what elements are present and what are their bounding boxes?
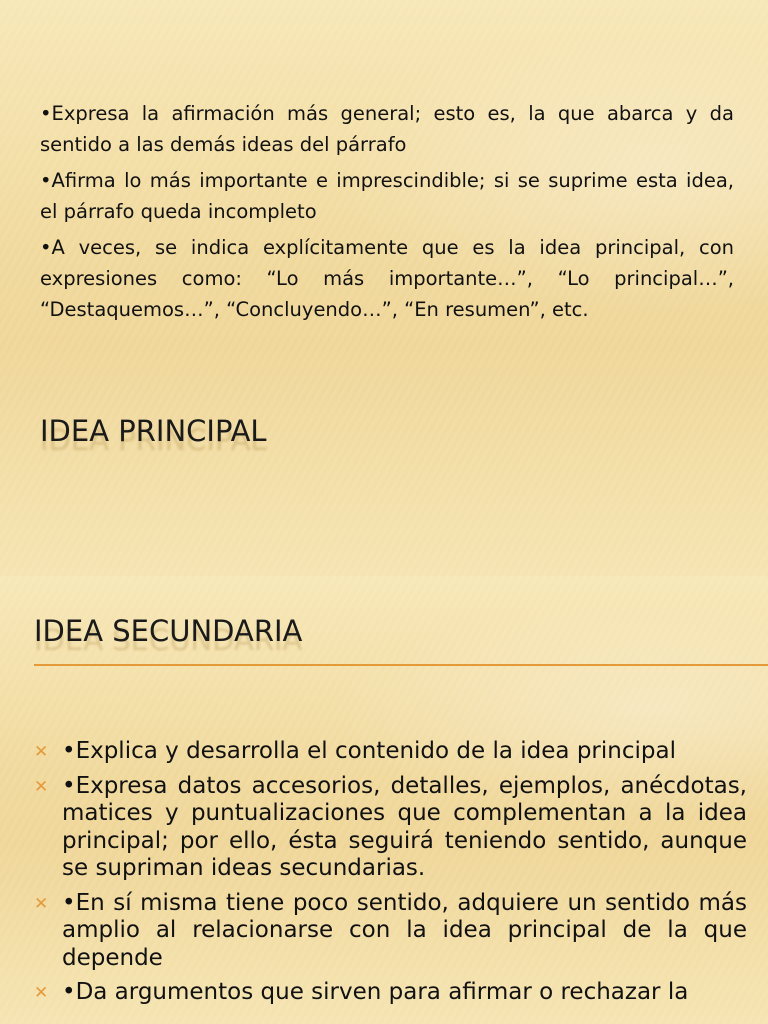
- x-mark-icon: ✕: [34, 893, 49, 914]
- list-item: [34, 890, 747, 973]
- slide-title: IDEA SECUNDARIA: [34, 614, 303, 648]
- slide-idea-secundaria: [0, 576, 768, 1024]
- paragraph: •A veces, se indica explícitamente que es la idea principal, con expresiones como: “Lo más importante…”, “Lo principal…”, “Destaquemos…”, “Concluyendo…”, “En resumen”, etc.: [40, 236, 734, 321]
- list-item-text: •En sí misma tiene poco sentido, adquiere un sentido más amplio al relacionarse con la idea principal de la que depende: [62, 889, 747, 971]
- bullet-list: [34, 738, 747, 1014]
- slide-title: IDEA PRINCIPAL: [40, 414, 267, 448]
- list-item: [34, 979, 747, 1007]
- list-item: [34, 773, 747, 883]
- title-divider: [34, 664, 768, 666]
- x-mark-icon: ✕: [34, 776, 49, 797]
- x-mark-icon: ✕: [34, 742, 49, 762]
- list-item-text: •Da argumentos que sirven para afirmar o rechazar la: [62, 979, 689, 1005]
- paragraph: •Expresa la afirmación más general; esto es, la que abarca y da sentido a las demás ideas del párrafo: [40, 102, 734, 156]
- paragraph: •Afirma lo más importante e imprescindible; si se suprime esta idea, el párrafo queda incompleto: [40, 169, 734, 223]
- list-item-text: •Expresa datos accesorios, detalles, ejemplos, anécdotas, matices y puntualizaciones que complementan a la idea principal; por ello, ésta seguirá teniendo sentido, aunque se supriman ideas secundarias.: [62, 772, 747, 881]
- x-mark-icon: ✕: [34, 983, 49, 1003]
- slide-body-text: [40, 98, 734, 330]
- list-item: [34, 738, 747, 766]
- list-item-text: •Explica y desarrolla el contenido de la idea principal: [62, 738, 676, 764]
